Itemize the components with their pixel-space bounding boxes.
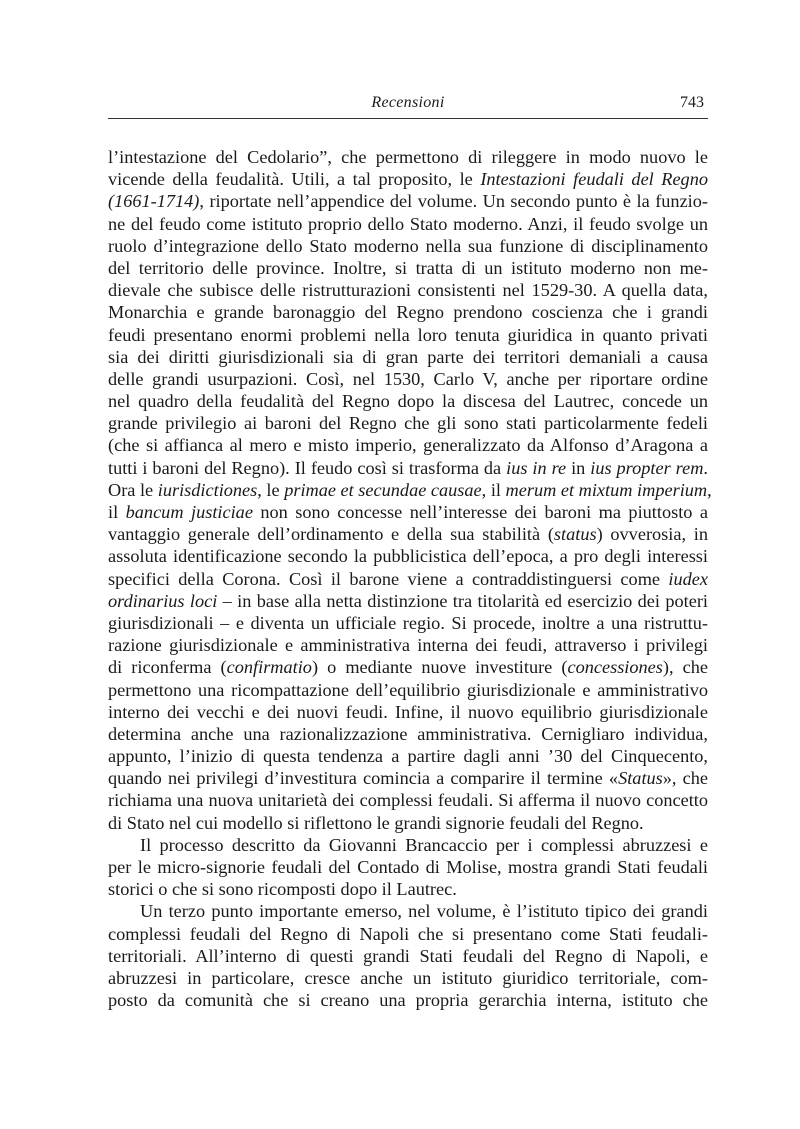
text-line: [108, 390, 708, 412]
text-line: [108, 523, 708, 545]
text-segment: vantaggio generale dell’ordinamento e della sua stabilità (: [108, 524, 554, 545]
text-segment: specifici della Corona. Così il barone viene a contraddistinguersi come: [108, 568, 669, 589]
text-line: [108, 457, 708, 479]
text-line: [108, 679, 708, 701]
text-line: [108, 301, 708, 323]
text-line: [108, 479, 712, 501]
italic-text: bancum justiciae: [125, 502, 253, 522]
text-line: [108, 989, 708, 1011]
italic-text: iurisdictiones: [157, 479, 258, 500]
text-segment: sia dei diritti giurisdizionali sia di gran parte dei territori demaniali a causa: [108, 346, 708, 367]
text-segment: – in base alla netta distinzione tra titolarità ed esercizio dei poteri: [217, 590, 708, 611]
text-segment: determina anche una razionalizzazione amministrativa. Cernigliaro individua,: [108, 723, 708, 744]
text-segment: Il processo descritto da Giovanni Brancaccio per i complessi abruzzesi e: [140, 834, 708, 855]
italic-text: ordinarius loci: [108, 590, 218, 611]
text-line: [108, 368, 708, 390]
text-line: [108, 612, 708, 634]
text-line: [108, 279, 708, 301]
text-segment: , riportate nell’appendice del volume. Un secondo punto è la funzio-: [199, 191, 708, 212]
text-line: [108, 745, 708, 767]
text-segment: nel quadro della feudalità del Regno dopo la discesa del Lautrec, concede un: [108, 391, 708, 412]
text-line: [108, 856, 708, 878]
text-segment: l’intestazione del Cedolario”, che permettono di rileggere in modo nuovo le: [108, 147, 708, 167]
text-line: [108, 146, 708, 168]
text-segment: di Stato nel cui modello si riflettono le grandi signorie feudali del Regno.: [108, 812, 644, 833]
text-segment: vicende della feudalità. Utili, a tal proposito, le: [108, 169, 481, 190]
text-segment: .: [703, 457, 708, 478]
text-line: [108, 900, 708, 922]
text-line: [108, 701, 708, 723]
text-segment: razione giurisdizionale e amministrativa interna dei feudi, attraverso i privilegi: [108, 635, 708, 656]
text-segment: delle grandi usurpazioni. Così, nel 1530, Carlo V, anche per riportare ordine: [108, 368, 708, 389]
text-line: [108, 346, 708, 368]
text-segment: ) o mediante nuove investiture (: [311, 657, 568, 678]
page-number: 743: [680, 94, 704, 111]
italic-text: ius in re: [506, 457, 567, 478]
text-segment: feudi presentano enormi problemi nella loro tenuta giuridica in quanto privati: [108, 324, 708, 345]
text-segment: del territorio delle province. Inoltre, si tratta di un istituto moderno non me-: [108, 257, 708, 278]
italic-text: merum et mixtum imperium: [505, 479, 708, 500]
text-segment: , le: [257, 479, 285, 500]
text-segment: (che si affianca al mero e misto imperio, generalizzato da Alfonso d’Aragona a: [108, 435, 708, 456]
text-segment: Monarchia e grande baronaggio del Regno prendono coscienza che i grandi: [108, 302, 708, 323]
text-segment: interno dei vecchi e dei nuovi feudi. Infine, il nuovo equilibrio giurisdizionale: [108, 701, 708, 722]
italic-text: confirmatio: [226, 657, 312, 678]
text-segment: ,: [707, 479, 712, 500]
running-head-title: Recensioni: [371, 94, 445, 111]
text-segment: ne del feudo come istituto proprio dello Stato moderno. Anzi, il feudo svolge un: [108, 213, 708, 234]
text-segment: ) ovverosia, in: [596, 524, 708, 545]
text-line: [108, 412, 708, 434]
text-segment: ), che: [662, 657, 708, 678]
text-line: [108, 545, 708, 567]
text-line: [108, 656, 708, 678]
text-segment: per le micro-signorie feudali del Contado di Molise, mostra grandi Stati feudali: [108, 857, 708, 877]
italic-text: primae et secundae causae: [284, 479, 482, 500]
text-segment: in: [566, 457, 591, 478]
text-line: [108, 945, 708, 967]
body-text: [108, 146, 712, 1011]
italic-text: ius propter rem: [590, 457, 704, 478]
text-segment: il: [108, 502, 126, 522]
italic-text: Intestazioni feudali del Regno: [480, 169, 708, 190]
text-line: [108, 834, 708, 856]
italic-text: status: [553, 524, 597, 545]
text-line: [108, 789, 708, 811]
italic-text: Status: [618, 768, 663, 789]
text-line: [108, 190, 708, 212]
text-segment: storici o che si sono ricomposti dopo il Lautrec.: [108, 879, 457, 900]
text-segment: dievale che subisce delle ristrutturazioni consistenti nel 1529-30. A quella data,: [108, 280, 708, 301]
text-line: [108, 967, 708, 989]
text-segment: giurisdizionali – e diventa un ufficiale regio. Si procede, inoltre a una ristruttu-: [108, 612, 708, 633]
text-line: [108, 923, 708, 945]
text-line: [108, 568, 708, 590]
text-line: [108, 590, 708, 612]
text-line: [108, 235, 708, 257]
text-line: [108, 168, 708, 190]
text-segment: tutti i baroni del Regno). Il feudo così si trasforma da: [108, 457, 507, 478]
text-segment: richiama una nuova unitarietà dei complessi feudali. Si afferma il nuovo concetto: [108, 790, 708, 811]
text-line: [108, 434, 708, 456]
text-line: [108, 634, 708, 656]
text-line: [108, 213, 708, 235]
text-segment: Ora le: [108, 479, 158, 500]
text-segment: abruzzesi in particolare, cresce anche un istituto giuridico territoriale, com-: [108, 967, 708, 988]
text-line: [108, 812, 708, 834]
text-segment: ruolo d’integrazione dello Stato moderno nella sua funzione di disciplinamento: [108, 235, 708, 256]
text-segment: quando nei privilegi d’investitura comincia a comparire il termine «: [108, 768, 619, 789]
text-segment: », che: [662, 768, 708, 789]
text-line: [108, 767, 708, 789]
italic-text: concessiones: [567, 657, 663, 678]
running-head: [108, 94, 708, 119]
text-segment: assoluta identificazione secondo la pubblicistica dell’epoca, a pro degli interessi: [108, 546, 708, 567]
text-segment: , il: [481, 479, 506, 500]
text-segment: appunto, l’inizio di questa tendenza a partire dagli anni ’30 del Cinquecento,: [108, 746, 708, 767]
text-line: [108, 723, 708, 745]
text-segment: grande privilegio ai baroni del Regno che gli sono stati particolarmente fedeli: [108, 413, 708, 434]
text-segment: permettono una ricompattazione dell’equilibrio giurisdizionale e amministrativo: [108, 679, 708, 700]
text-segment: complessi feudali del Regno di Napoli che si presentano come Stati feudali-: [108, 923, 708, 944]
text-line: [108, 324, 708, 346]
text-segment: posto da comunità che si creano una propria gerarchia interna, istituto che: [108, 990, 708, 1011]
text-segment: di riconferma (: [108, 657, 227, 678]
italic-text: (1661-1714): [108, 191, 200, 212]
text-segment: territoriali. All’interno di questi grandi Stati feudali del Regno di Napoli, e: [108, 945, 708, 966]
text-line: [108, 257, 708, 279]
text-segment: Un terzo punto importante emerso, nel volume, è l’istituto tipico dei grandi: [140, 901, 708, 922]
italic-text: iudex: [668, 568, 708, 589]
text-line: [108, 501, 708, 523]
text-line: [108, 878, 708, 900]
text-segment: non sono concesse nell’interesse dei baroni ma piuttosto a: [252, 502, 709, 522]
